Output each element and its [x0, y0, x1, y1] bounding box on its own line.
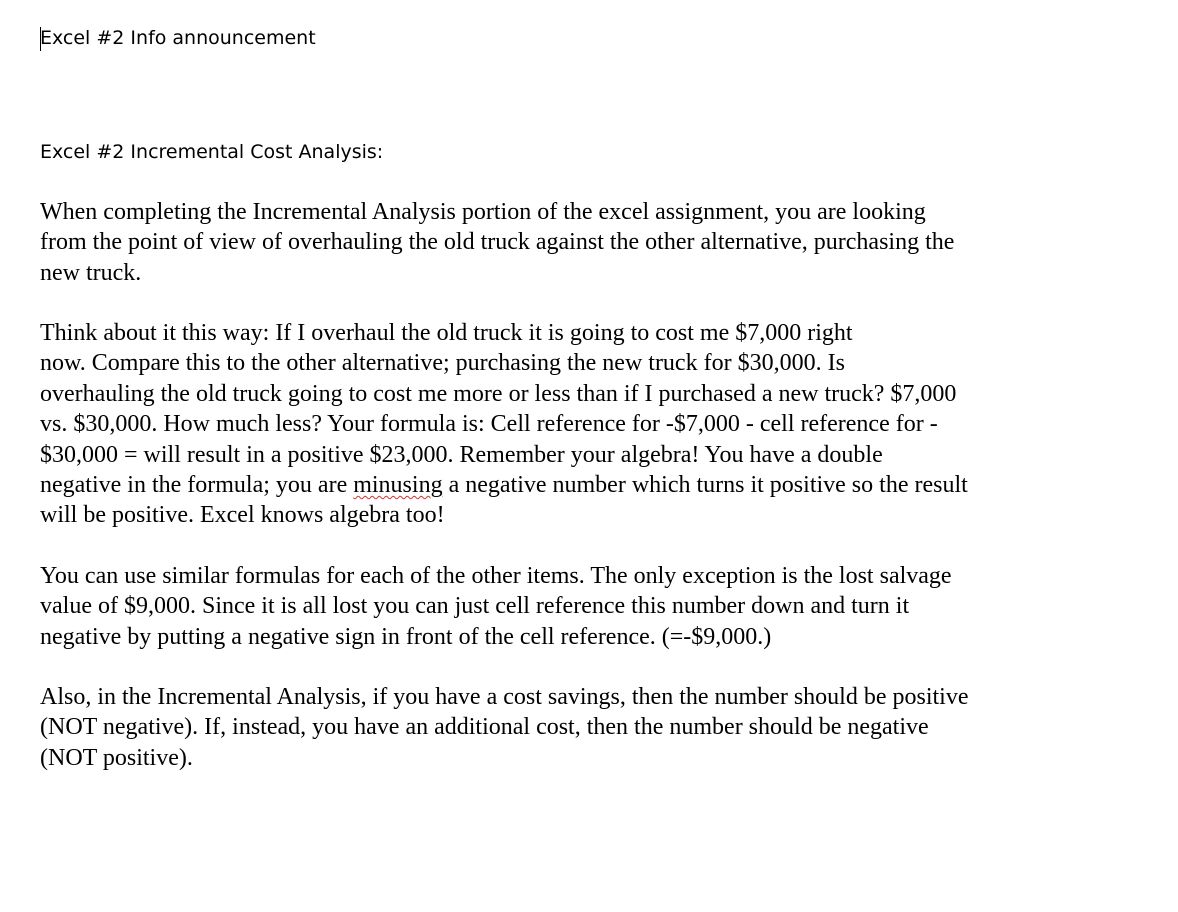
paragraph-line: overhauling the old truck going to cost me more or less than if I purchased a new truck? $7,000: [40, 380, 957, 407]
paragraph-example: [40, 318, 1160, 531]
paragraph-line: will be positive. Excel knows algebra too!: [40, 502, 445, 529]
paragraph-line: Think about it this way: If I overhaul the old truck it is going to cost me $7,000 right: [40, 320, 853, 346]
paragraph-line: Also, in the Incremental Analysis, if you have a cost savings, then the number should be positive: [40, 684, 969, 710]
line-text: a negative number which turns it positive so the result: [442, 472, 968, 499]
paragraph-line: (NOT positive).: [40, 744, 193, 771]
document-title: Excel #2 Info announcement: [40, 27, 316, 49]
paragraph-intro: [40, 197, 1160, 288]
paragraph-line: [40, 470, 1160, 500]
paragraph-line: You can use similar formulas for each of the other items. The only exception is the lost salvage: [40, 563, 952, 589]
paragraph-line: value of $9,000. Since it is all lost you can just cell reference this number down and turn it: [40, 593, 910, 620]
paragraph-line: vs. $30,000. How much less? Your formula is: Cell reference for -$7,000 - cell reference for -: [40, 411, 938, 438]
paragraph-line: negative by putting a negative sign in front of the cell reference. (=-$9,000.): [40, 623, 772, 650]
line-text: negative in the formula; you are: [40, 472, 354, 499]
paragraph-line: new truck.: [40, 259, 142, 286]
paragraph-salvage: [40, 561, 1160, 652]
section-heading: Excel #2 Incremental Cost Analysis:: [40, 141, 384, 163]
paragraph-line: When completing the Incremental Analysis portion of the excel assignment, you are looking: [40, 199, 926, 225]
paragraph-line: from the point of view of overhauling the old truck against the other alternative, purchasing the: [40, 229, 955, 256]
paragraph-line: now. Compare this to the other alternative; purchasing the new truck for $30,000. Is: [40, 350, 845, 377]
paragraph-sign-rule: [40, 682, 1160, 773]
spellcheck-flagged-word[interactable]: minusing: [353, 472, 443, 499]
paragraph-line: $30,000 = will result in a positive $23,000. Remember your algebra! You have a double: [40, 441, 883, 468]
paragraph-line: (NOT negative). If, instead, you have an additional cost, then the number should be negative: [40, 714, 929, 741]
